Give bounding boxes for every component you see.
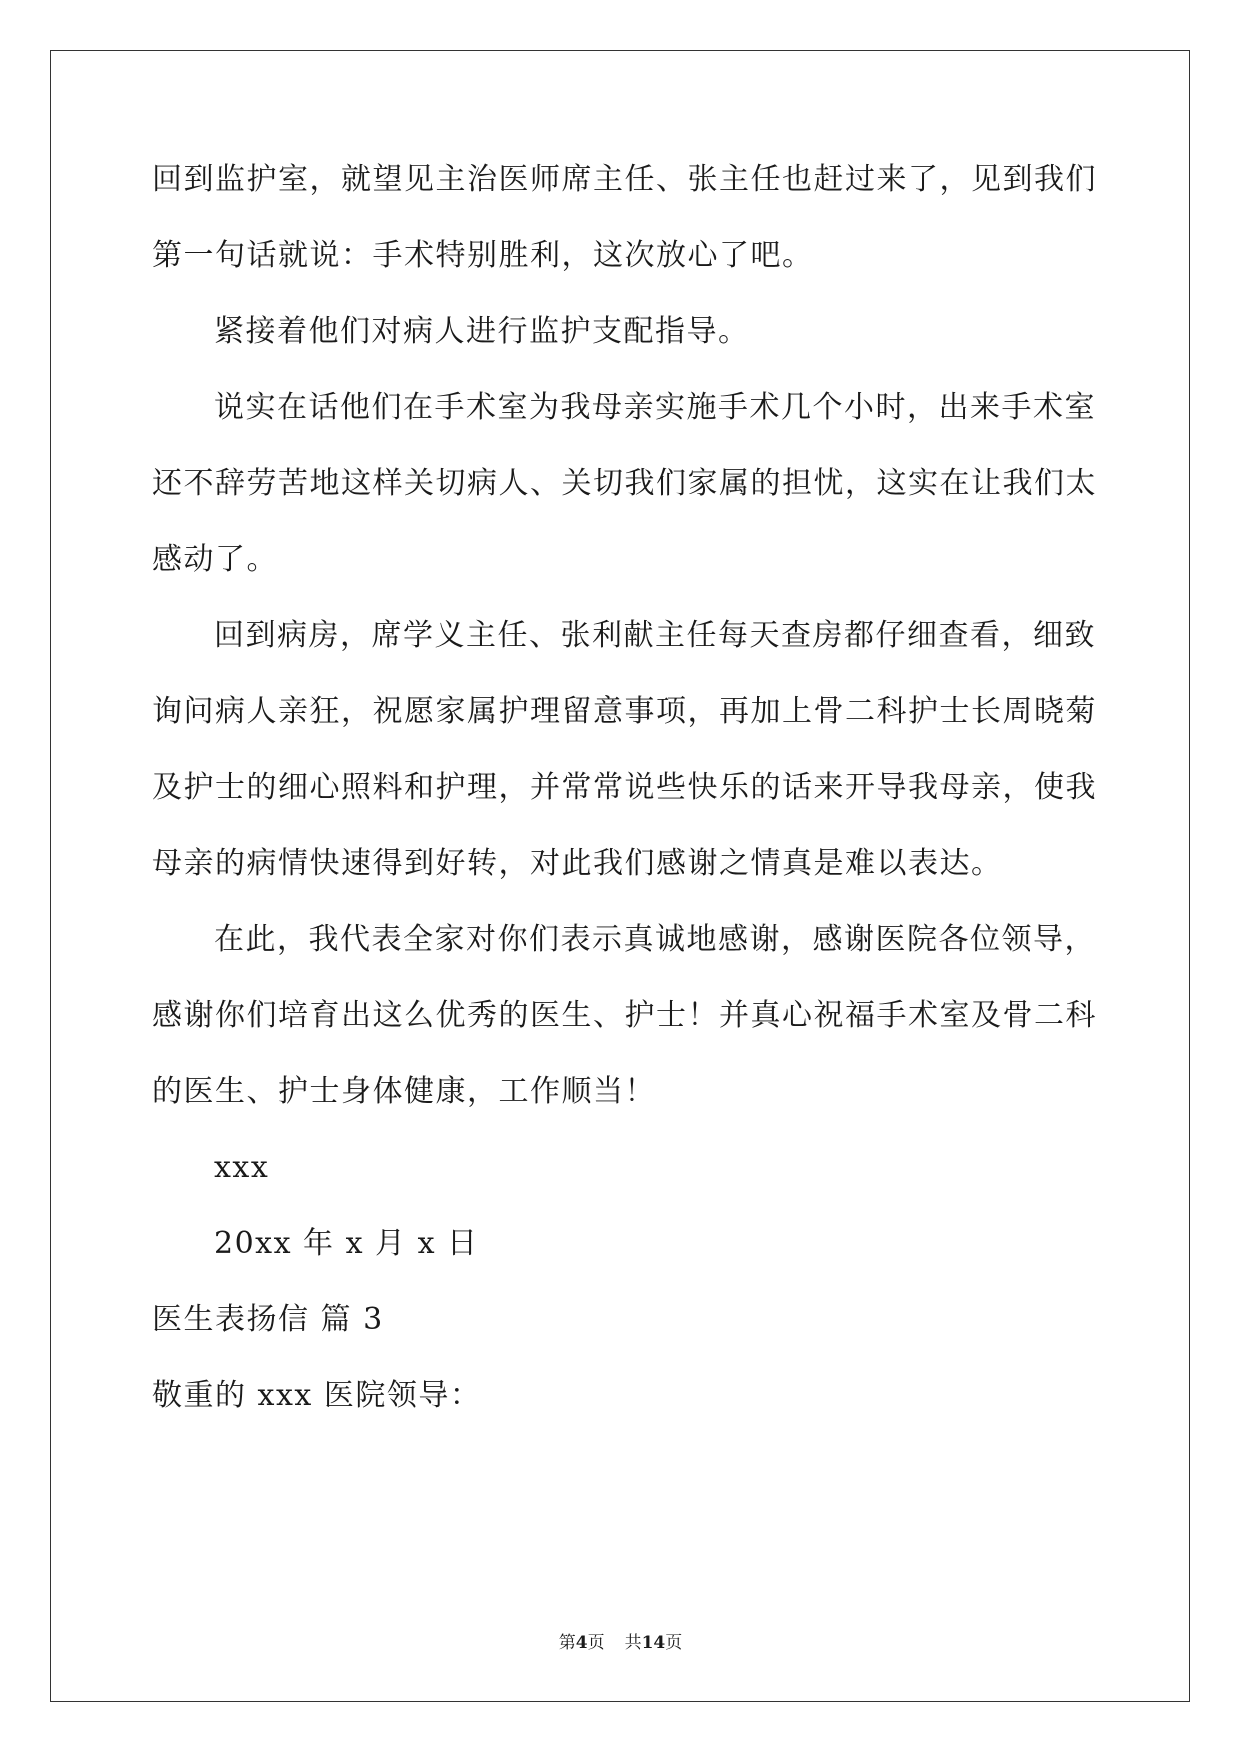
footer-total-pages: 14 xyxy=(641,1633,666,1653)
text-line: 感谢你们培育出这么优秀的医生、护士！并真心祝福手术室及骨二科 xyxy=(152,998,1097,1033)
section-heading: 医生表扬信 篇 3 xyxy=(152,1302,384,1337)
footer-prefix: 第 xyxy=(558,1633,576,1653)
text-line: 的医生、护士身体健康，工作顺当！ xyxy=(152,1074,656,1109)
text-line: 还不辞劳苦地这样关切病人、关切我们家属的担忧，这实在让我们太 xyxy=(152,466,1097,501)
text-line: 在此，我代表全家对你们表示真诚地感谢，感谢医院各位领导， xyxy=(214,922,1096,957)
salutation: 敬重的 xxx 医院领导： xyxy=(152,1378,482,1413)
footer-total-prefix: 共 xyxy=(624,1633,642,1653)
text-line: 说实在话他们在手术室为我母亲实施手术几个小时，出来手术室 xyxy=(214,390,1096,425)
signature-name: xxx xyxy=(214,1150,270,1185)
text-line: 回到监护室，就望见主治医师席主任、张主任也赶过来了，见到我们 xyxy=(152,162,1097,197)
footer-page-suffix: 页 xyxy=(587,1633,605,1653)
footer-total-suffix: 页 xyxy=(665,1633,683,1653)
page-footer xyxy=(0,1632,1241,1654)
text-line: 及护士的细心照料和护理，并常常说些快乐的话来开导我母亲，使我 xyxy=(152,770,1097,805)
text-line: 感动了。 xyxy=(152,542,278,577)
text-line: 母亲的病情快速得到好转，对此我们感谢之情真是难以表达。 xyxy=(152,846,1003,881)
text-line: 询问病人亲狂，祝愿家属护理留意事项，再加上骨二科护士长周晓菊 xyxy=(152,694,1097,729)
text-line: 第一句话就说：手术特别胜利，这次放心了吧。 xyxy=(152,238,814,273)
text-line: 回到病房，席学义主任、张利献主任每天查房都仔细查看，细致 xyxy=(214,618,1096,653)
signature-date: 20xx 年 x 月 x 日 xyxy=(214,1226,479,1261)
footer-page-number: 4 xyxy=(575,1633,588,1653)
text-line: 紧接着他们对病人进行监护支配指导。 xyxy=(214,314,750,349)
